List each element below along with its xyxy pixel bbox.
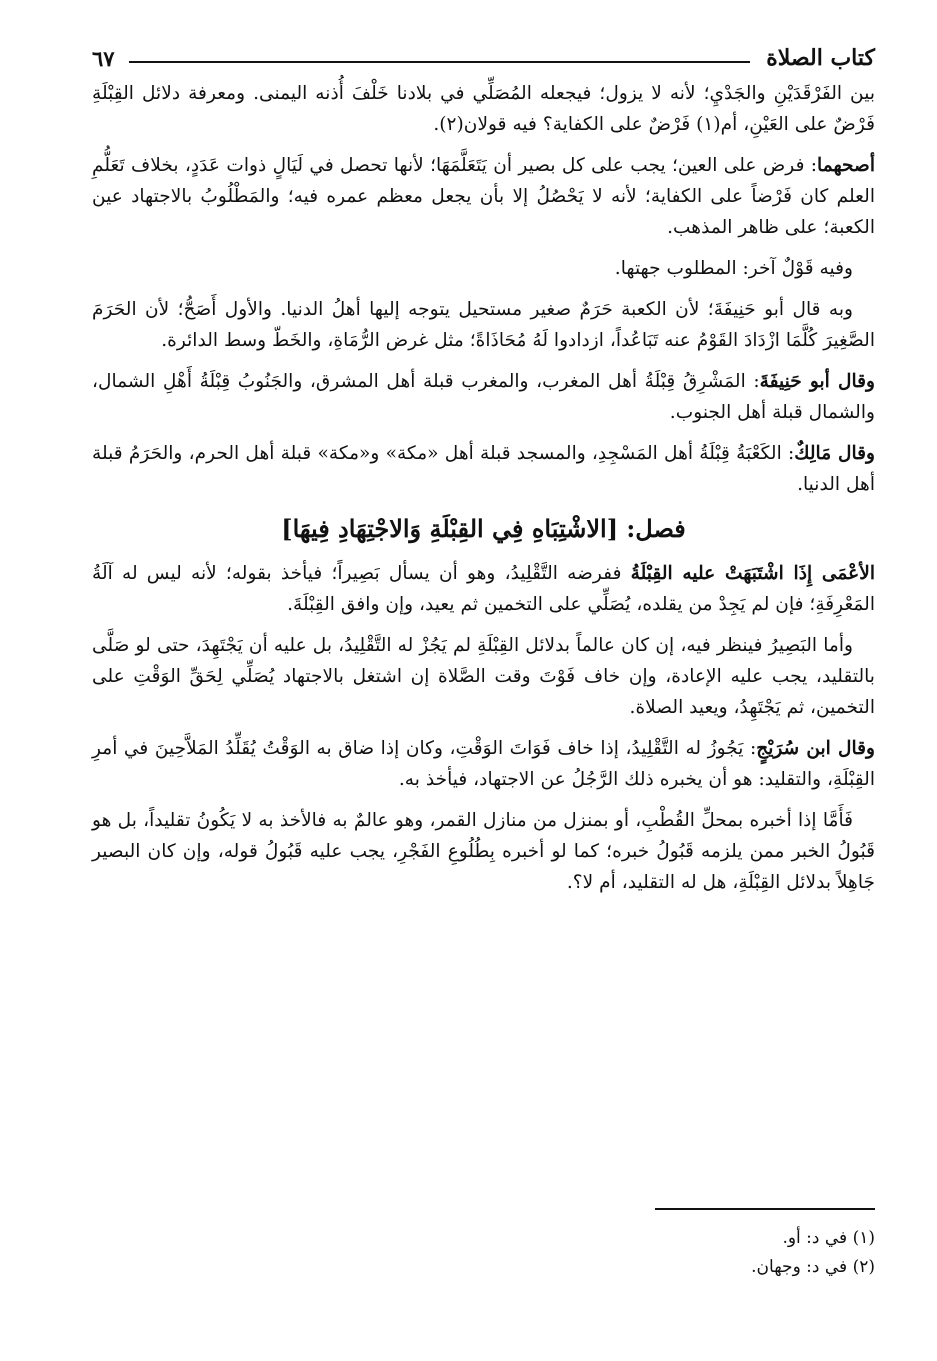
- paragraph: [92, 150, 875, 243]
- paragraph: [92, 253, 875, 284]
- paragraph-text: : المَشْرِقُ قِبْلَةُ أهل المغرب، والمغرب قبلة أهل المشرق، والجَنُوبُ قِبْلَةُ أَهْلِ الشمال، والشمال قبلة أهل الجنوب.: [92, 371, 875, 423]
- section-heading: فصل: [الاشْتِبَاهِ فِي القِبْلَةِ وَالاجْتِهَادِ فِيهَا]: [281, 514, 686, 543]
- paragraph: [92, 558, 875, 620]
- paragraph: [92, 366, 875, 428]
- paragraph: [92, 733, 875, 795]
- paragraph-text: ففرضه التَّقْلِيدُ، وهو أن يسأل بَصِيراً؛ فيأخذ بقوله؛ لأنه ليس له آلَةُ المَعْرِفَةِ؛ فإن لم يَجِدْ من يقلده، يُصَلِّي على التخمين ثم يعيد، وإن وافق القِبْلَةَ.: [92, 563, 875, 615]
- paragraph-text: : يَجُوزُ له التَّقْلِيدُ، إذا خاف فَوَاتَ الوَقْتِ، وكان إذا ضاق به الوَقْتُ يُقَلِّدُ المَلاَّحِينَ في أمرِ القِبْلَةِ، والتقليد: هو أن يخبره ذلك الرَّجُلُ عن الاجتهاد، فيأخذ به.: [92, 738, 875, 790]
- paragraph-text: وأما البَصِيرُ فينظر فيه، إن كان عالماً بدلائل القِبْلَةِ لم يَجُزْ له التَّقْلِيدُ، بل عليه أن يَجْتَهِدَ، حتى لو صَلَّى بالتقليد، يجب عليه الإعادة، وإن خاف فَوْتَ وقت الصَّلاة إن اشتغل بالاجتهاد يُصَلِّي لِحَقِّ الوَقْتِ على التخمين، ثم يَجْتَهِدُ، ويعيد الصلاة.: [92, 635, 875, 718]
- paragraph-text: بين الفَرْقَدَيْنِ والجَدْيِ؛ لأنه لا يزول؛ فيجعله المُصَلِّي في بلادنا خَلْفَ أُذنه اليمنى. ومعرفة دلائل القِبْلَةِ فَرْضٌ على العَيْنِ، أم(١) فَرْضٌ على الكفاية؟ فيه قولان(٢).: [92, 83, 875, 135]
- footnote-rule: [655, 1208, 875, 1210]
- paragraph-text: وفيه قَوْلٌ آخر: المطلوب جهتها.: [614, 258, 853, 279]
- page-number: ٦٧: [92, 45, 115, 71]
- paragraph-text: وبه قال أبو حَنِيفَةَ؛ لأن الكعبة حَرَمٌ صغير مستحيل يتوجه إليها أهلُ الدنيا. والأول أَصَحُّ؛ لأن الحَرَمَ الصَّغِيرَ كُلَّمَا ازْدَادَ القَوْمُ عنه تَبَاعُداً، ازدادوا لَهُ مُحَاذَاةً؛ مثل غرض الرُّمَاةِ، والخَطّ وسط الدائرة.: [92, 299, 875, 351]
- header-rule: [129, 61, 751, 63]
- footnote: (١) في د: أو.: [782, 1228, 875, 1248]
- footnote: (٢) في د: وجهان.: [751, 1257, 875, 1277]
- book-page: [92, 38, 875, 908]
- paragraph: [92, 438, 875, 500]
- main-text: [92, 78, 875, 898]
- paragraph: [92, 805, 875, 898]
- running-header: [92, 38, 875, 78]
- paragraph-lead: الأعْمَى إِذَا اشْتَبَهَتْ عليه القِبْلَةُ: [630, 563, 875, 584]
- footnotes: [655, 1208, 875, 1282]
- paragraph: [92, 78, 875, 140]
- paragraph-text: : الكَعْبَةُ قِبْلَةُ أهل المَسْجِدِ، والمسجد قبلة أهل «مكة» و«مكة» قبلة أهل الحرم، والحَرَمُ قبلة أهل الدنيا.: [92, 443, 875, 495]
- paragraph-lead: وقال مَالِكٌ: [794, 443, 875, 464]
- paragraph-lead: وقال ابن سُرَيْجٍ: [756, 738, 875, 759]
- paragraph-text: فَأَمَّا إذا أخبره بمحلِّ القُطْبِ، أو بمنزل من منازل القمر، وهو عالمٌ به فالأخذ به لا يَكُونُ تقليداً، بل هو قَبُولُ الخبر ممن يلزمه قَبُولُ خبره؛ كما لو أخبره بِطُلُوعِ الفَجْرِ، يجب عليه قَبُولُ قوله، وإن كان البصير جَاهِلاً بدلائل القِبْلَةِ، هل له التقليد، أم لا؟.: [92, 810, 875, 893]
- paragraph-text: : فرض على العين؛ يجب على كل بصير أن يَتَعَلَّمَهَا؛ لأنها تحصل في لَيَالٍ ذوات عَدَدٍ، بخلاف تَعَلُّمِ العلم كان فَرْضاً على الكفاية؛ لأنه لا يَحْصُلُ إلا بأن يجعل معظم عمره فيه؛ والمَطْلُوبُ بالاجتهاد عين الكعبة؛ على ظاهر المذهب.: [92, 155, 875, 238]
- paragraph-lead: أصحهما: [817, 155, 875, 176]
- paragraph-lead: وقال أبو حَنِيفَةَ: [759, 371, 875, 392]
- paragraph: [92, 294, 875, 356]
- paragraph: [92, 630, 875, 723]
- chapter-title: كتاب الصلاة: [766, 45, 875, 71]
